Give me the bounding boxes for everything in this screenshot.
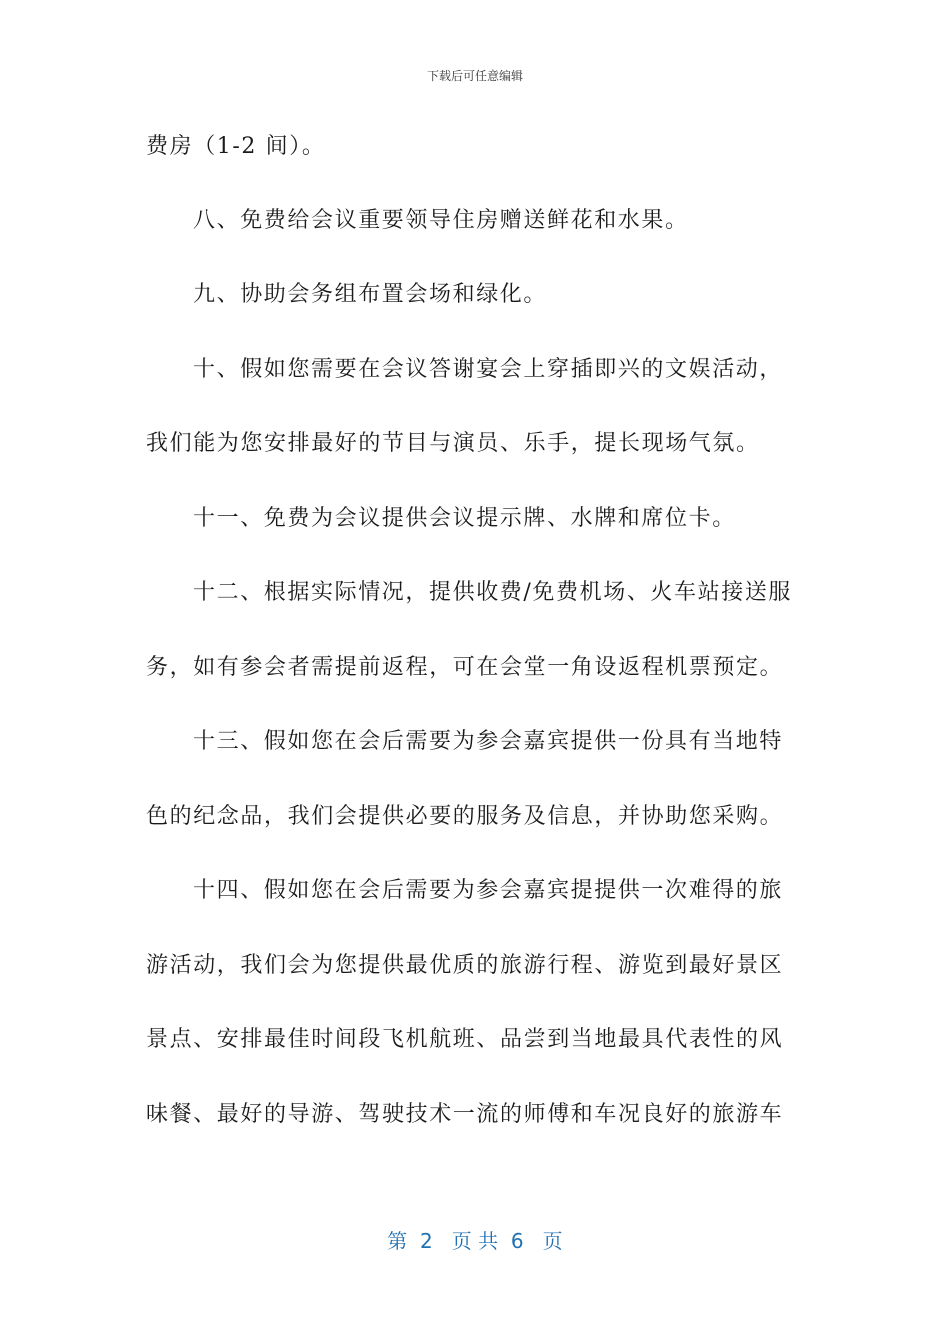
text-line: 景点、安排最佳时间段飞机航班、品尝到当地最具代表性的风 [146,1027,784,1052]
text-line: 十三、假如您在会后需要为参会嘉宾提供一份具有当地特 [193,729,784,754]
text-line: 色的纪念品，我们会提供必要的服务及信息，并协助您采购。 [146,804,784,829]
text-line: 游活动，我们会为您提供最优质的旅游行程、游览到最好景区 [146,953,784,978]
text-line: 我们能为您安排最好的节目与演员、乐手，提长现场气氛。 [146,431,760,456]
page-header-note: 下载后可任意编辑 [426,69,523,83]
text-line: 九、协助会务组布置会场和绿化。 [193,282,548,307]
text-line: 务，如有参会者需提前返程，可在会堂一角设返程机票预定。 [146,655,784,680]
page-number-footer: 第 2 页 共 6 页 [387,1229,563,1253]
text-line: 十、假如您需要在会议答谢宴会上穿插即兴的文娱活动， [193,357,784,382]
text-line: 十二、根据实际情况，提供收费/免费机场、火车站接送服 [193,580,793,605]
text-line: 味餐、最好的导游、驾驶技术一流的师傅和车况良好的旅游车 [146,1102,784,1127]
text-line: 费房（1-2 间）。 [146,134,326,159]
text-line: 十四、假如您在会后需要为参会嘉宾提提供一次难得的旅 [193,878,784,903]
text-line: 十一、免费为会议提供会议提示牌、水牌和席位卡。 [193,506,736,531]
text-line: 八、免费给会议重要领导住房赠送鲜花和水果。 [193,208,689,233]
